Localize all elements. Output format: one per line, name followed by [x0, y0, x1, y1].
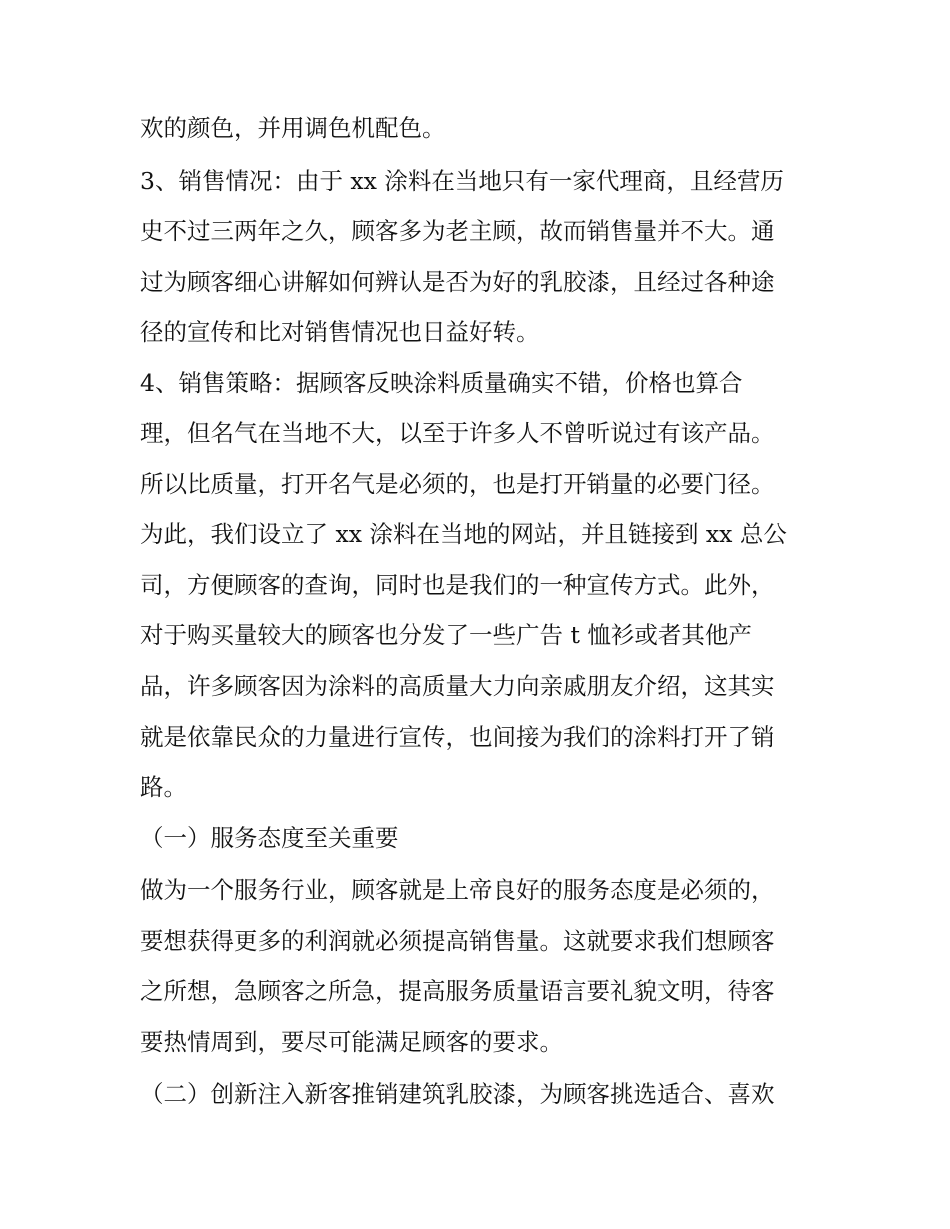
- text-line: 做为一个服务行业，顾客就是上帝良好的服务态度是必须的，: [140, 876, 775, 904]
- text-line: 径的宣传和比对销售情况也日益好转。: [140, 318, 540, 346]
- section-heading: （一）服务态度至关重要: [140, 824, 399, 852]
- section-heading: （二）创新注入新客推销建筑乳胶漆，为顾客挑选适合、喜欢: [140, 1080, 775, 1108]
- text-line: 路。: [140, 773, 187, 801]
- text-line: 理，但名气在当地不大，以至于许多人不曾听说过有该产品。: [140, 419, 775, 447]
- text-line: 3、销售情况：由于 xx 涂料在当地只有一家代理商，且经营历: [140, 167, 784, 195]
- text-line: 之所想，急顾客之所急，提高服务质量语言要礼貌文明，待客: [140, 977, 775, 1005]
- text-line: 要热情周到，要尽可能满足顾客的要求。: [140, 1028, 563, 1056]
- text-line: 对于购买量较大的顾客也分发了一些广告 t 恤衫或者其他产: [140, 621, 752, 649]
- text-line: 要想获得更多的利润就必须提高销售量。这就要求我们想顾客: [140, 927, 775, 955]
- text-line: 司，方便顾客的查询，同时也是我们的一种宣传方式。此外，: [140, 571, 775, 599]
- text-line: 欢的颜色，并用调色机配色。: [140, 114, 446, 142]
- text-line: 就是依靠民众的力量进行宣传，也间接为我们的涂料打开了销: [140, 723, 775, 751]
- text-line: 4、销售策略：据顾客反映涂料质量确实不错，价格也算合: [140, 369, 743, 397]
- text-line: 过为顾客细心讲解如何辨认是否为好的乳胶漆，且经过各种途: [140, 268, 775, 296]
- text-line: 所以比质量，打开名气是必须的，也是打开销量的必要门径。: [140, 470, 775, 498]
- text-line: 品，许多顾客因为涂料的高质量大力向亲戚朋友介绍，这其实: [140, 672, 775, 700]
- text-line: 史不过三两年之久，顾客多为老主顾，故而销售量并不大。通: [140, 217, 775, 245]
- text-line: 为此，我们设立了 xx 涂料在当地的网站，并且链接到 xx 总公: [140, 520, 787, 548]
